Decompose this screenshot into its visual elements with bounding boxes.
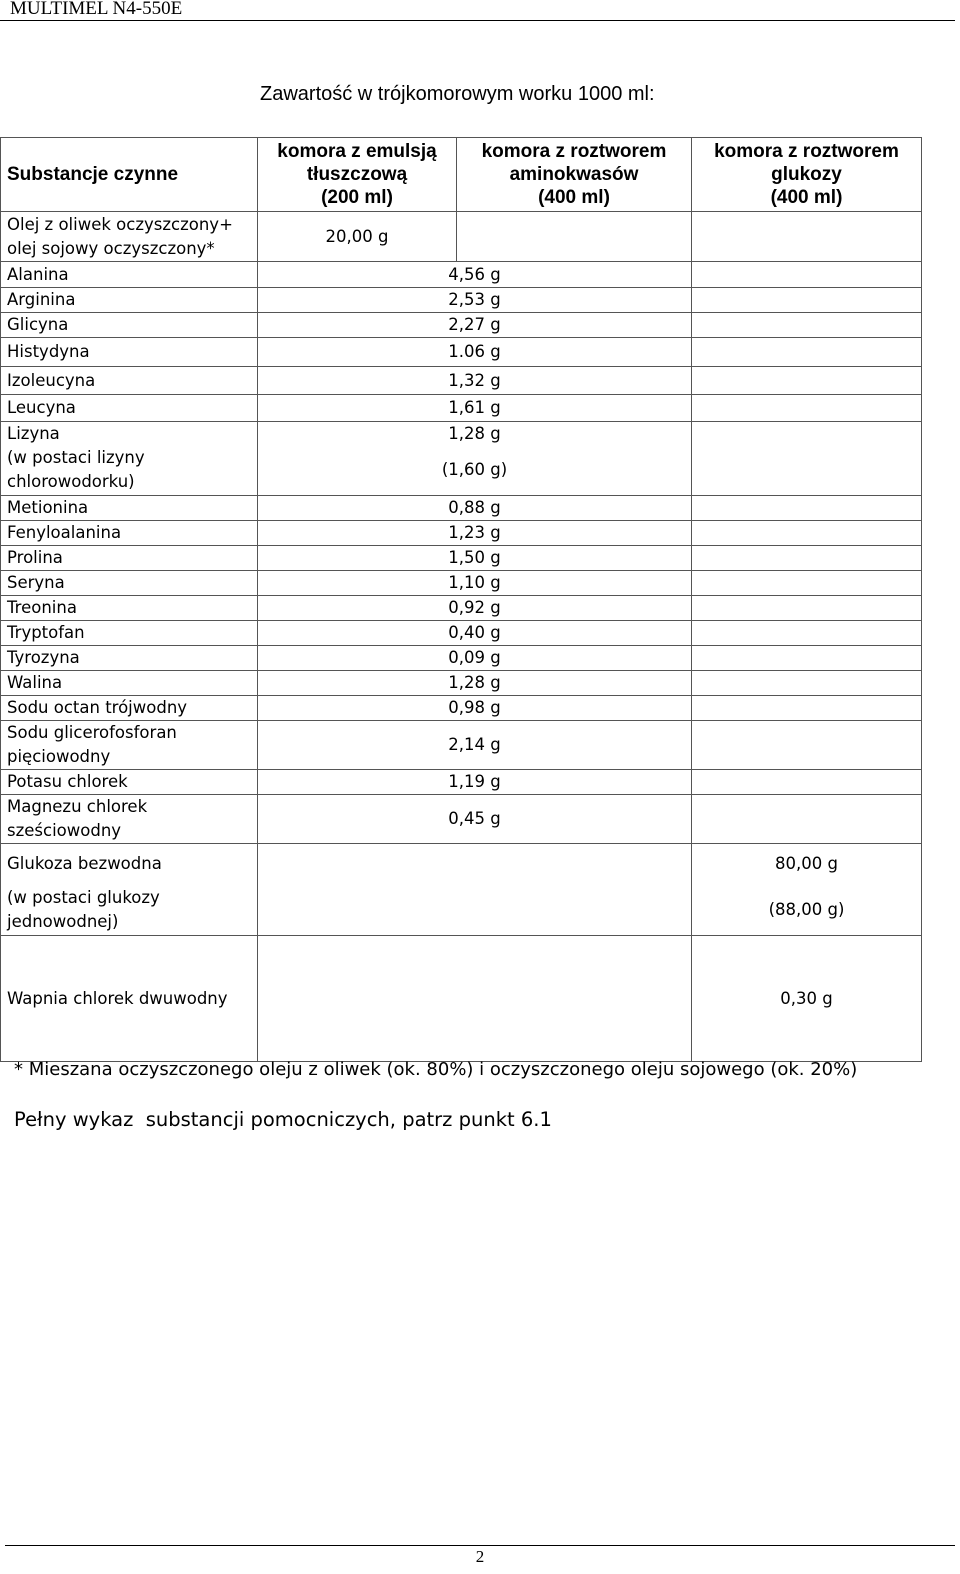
footer-rule <box>5 1545 955 1546</box>
substance-name: Potasu chlorek <box>1 770 258 795</box>
table-row <box>1 212 922 262</box>
header-rule <box>0 20 955 21</box>
table-row <box>1 367 922 395</box>
substance-name: Leucyna <box>1 395 258 422</box>
substance-name: Wapnia chlorek dwuwodny <box>1 936 258 1062</box>
composition-table <box>0 137 922 1062</box>
table-row <box>1 571 922 596</box>
table-row <box>1 646 922 671</box>
amino-value: 1.06 g <box>258 338 692 367</box>
amino-value: 2,27 g <box>258 313 692 338</box>
amino-value: 0,98 g <box>258 696 692 721</box>
substance-name: Alanina <box>1 262 258 288</box>
amino-value: 1,19 g <box>258 770 692 795</box>
table-row <box>1 671 922 696</box>
amino-value: 1,23 g <box>258 521 692 546</box>
amino-value: 2,14 g <box>258 721 692 770</box>
substance-name: Fenyloalanina <box>1 521 258 546</box>
amino-value: 0,92 g <box>258 596 692 621</box>
table-row <box>1 721 922 770</box>
table-row <box>1 395 922 422</box>
amino-value: 1,28 g <box>258 671 692 696</box>
amino-value: 1,61 g <box>258 395 692 422</box>
substance-name: Izoleucyna <box>1 367 258 395</box>
substance-name: Lizyna (w postaci lizyny chlorowodorku) <box>1 422 258 496</box>
table-caption: Zawartość w trójkomorowym worku 1000 ml: <box>260 83 655 105</box>
table-row <box>1 696 922 721</box>
table-row <box>1 496 922 521</box>
table-row <box>1 795 922 844</box>
col-glucose-chamber: komora z roztworem glukozy (400 ml) <box>692 138 922 212</box>
table-row <box>1 936 922 1062</box>
table-header-row <box>1 138 922 212</box>
table-row <box>1 262 922 288</box>
substance-name: Glukoza bezwodna (w postaci glukozy jednowodnej) <box>1 844 258 936</box>
table-row <box>1 422 922 496</box>
page-number: 2 <box>475 1547 485 1566</box>
table-row <box>1 844 922 936</box>
amino-value: 0,40 g <box>258 621 692 646</box>
glucose-value: 80,00 g (88,00 g) <box>692 844 922 936</box>
amino-value: 1,28 g (1,60 g) <box>258 422 692 496</box>
amino-value: 1,32 g <box>258 367 692 395</box>
substance-name: Histydyna <box>1 338 258 367</box>
amino-value: 4,56 g <box>258 262 692 288</box>
excipients-note: Pełny wykaz substancji pomocniczych, patrz punkt 6.1 <box>14 1108 552 1131</box>
substance-name: Sodu octan trójwodny <box>1 696 258 721</box>
glucose-value: 0,30 g <box>692 936 922 1062</box>
substance-name: Sodu glicerofosforan pięciowodny <box>1 721 258 770</box>
document-header: MULTIMEL N4-550E <box>10 0 183 19</box>
footnote: * Mieszana oczyszczonego oleju z oliwek (ok. 80%) i oczyszczonego oleju sojowego (ok. 20%) <box>14 1059 858 1080</box>
substance-name: Tryptofan <box>1 621 258 646</box>
substance-name: Treonina <box>1 596 258 621</box>
col-amino-chamber: komora z roztworem aminokwasów (400 ml) <box>457 138 692 212</box>
amino-value: 1,50 g <box>258 546 692 571</box>
lipid-value: 20,00 g <box>258 212 457 262</box>
empty-cell <box>258 936 692 1062</box>
substance-name: Magnezu chlorek sześciowodny <box>1 795 258 844</box>
empty-cell <box>258 844 692 936</box>
substance-name: Glicyna <box>1 313 258 338</box>
amino-value: 0,88 g <box>258 496 692 521</box>
table-row <box>1 546 922 571</box>
substance-name: Walina <box>1 671 258 696</box>
col-substances: Substancje czynne <box>1 138 258 212</box>
table-row <box>1 288 922 313</box>
amino-value: 2,53 g <box>258 288 692 313</box>
amino-value: 0,09 g <box>258 646 692 671</box>
substance-name: Tyrozyna <box>1 646 258 671</box>
table-row <box>1 596 922 621</box>
table-row <box>1 313 922 338</box>
substance-name: Seryna <box>1 571 258 596</box>
substance-name: Metionina <box>1 496 258 521</box>
substance-name: Olej z oliwek oczyszczony+ olej sojowy oczyszczony* <box>1 212 258 262</box>
table-row <box>1 338 922 367</box>
amino-value: 1,10 g <box>258 571 692 596</box>
amino-value: 0,45 g <box>258 795 692 844</box>
substance-name: Prolina <box>1 546 258 571</box>
col-lipid-chamber: komora z emulsją tłuszczową (200 ml) <box>258 138 457 212</box>
table-row <box>1 770 922 795</box>
table-row <box>1 621 922 646</box>
substance-name: Arginina <box>1 288 258 313</box>
table-row <box>1 521 922 546</box>
